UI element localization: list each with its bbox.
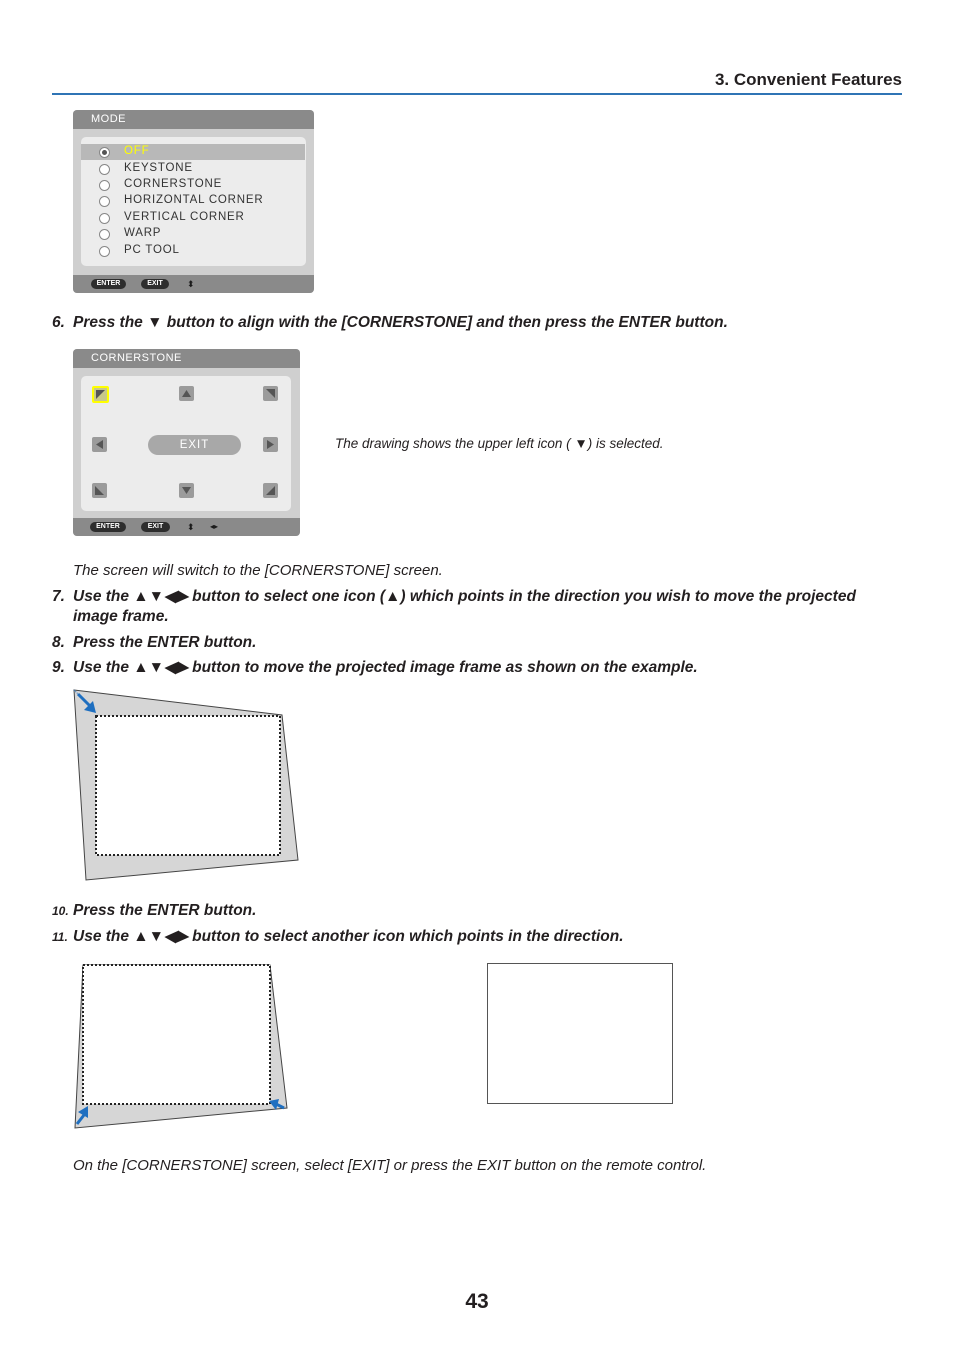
step-10: [52, 901, 932, 921]
note-switch-screen: The screen will switch to the [CORNERSTONE] screen.: [73, 562, 443, 579]
mode-option-label: VERTICAL CORNER: [124, 211, 245, 223]
step-7: [52, 587, 932, 627]
exit-key-hint: EXIT: [141, 279, 169, 289]
enter-key-hint: ENTER: [90, 522, 126, 532]
cornerstone-menu-footer: [73, 518, 300, 536]
bottom-edge-button[interactable]: [179, 483, 194, 498]
cornerstone-diagram-upper-left: [68, 686, 304, 886]
cornerstone-menu-panel: [81, 376, 291, 511]
step-text: Use the ▲▼◀▶ button to select another icon which points in the direction.: [73, 928, 624, 945]
radio-selected-icon: [99, 147, 110, 158]
step-number: 9.: [52, 659, 65, 676]
step-number: 11.: [52, 930, 68, 944]
section-rule: [52, 93, 902, 95]
result-frame: [487, 963, 673, 1104]
arrow-down-icon: [182, 486, 191, 495]
corner-upper-left-button[interactable]: [92, 386, 109, 403]
cornerstone-diagram-lower-corners: [70, 958, 292, 1134]
page-number: 43: [465, 1290, 489, 1313]
mode-option-off[interactable]: [81, 144, 305, 160]
step-number: 10.: [52, 904, 69, 918]
exit-key-hint: EXIT: [141, 522, 170, 532]
radio-icon: [99, 213, 110, 224]
arrow-up-left-icon: [266, 486, 275, 495]
step-text: Use the ▲▼◀▶ button to move the projected image frame as shown on the example.: [73, 659, 698, 676]
step-11: [52, 927, 932, 947]
mode-option-label: PC TOOL: [124, 244, 180, 256]
top-edge-button[interactable]: [179, 386, 194, 401]
corner-lower-left-button[interactable]: [92, 483, 107, 498]
mode-option-keystone[interactable]: [81, 161, 305, 177]
step-text-line-2: image frame.: [73, 608, 169, 625]
radio-icon: [99, 196, 110, 207]
step-8: [52, 633, 932, 653]
mode-option-vertical-corner[interactable]: [81, 210, 305, 226]
mode-option-warp[interactable]: [81, 226, 305, 242]
figure-caption: The drawing shows the upper left icon ( ▼) is selected.: [335, 436, 664, 451]
step-text: Press the ▼ button to align with the [CORNERSTONE] and then press the ENTER button.: [73, 314, 728, 331]
arrow-left-icon: [95, 440, 104, 449]
step-text: Press the ENTER button.: [73, 634, 257, 651]
step-text: Press the ENTER button.: [73, 902, 257, 919]
cornerstone-menu: [73, 349, 300, 536]
step-9: [52, 658, 932, 678]
mode-menu: [73, 110, 314, 293]
mode-option-label: KEYSTONE: [124, 162, 193, 174]
radio-icon: [99, 246, 110, 257]
target-frame: [83, 965, 270, 1104]
cornerstone-menu-title: CORNERSTONE: [73, 349, 300, 368]
section-title: 3. Convenient Features: [714, 70, 902, 89]
arrow-up-right-icon: [95, 486, 104, 495]
step-text-line-1: Use the ▲▼◀▶ button to select one icon (▲) which points in the direction you wish to move the projected: [73, 588, 856, 605]
corner-upper-right-button[interactable]: [263, 386, 278, 401]
mode-option-label: CORNERSTONE: [124, 178, 223, 190]
mode-option-cornerstone[interactable]: [81, 177, 305, 193]
mode-menu-footer: [73, 275, 314, 293]
radio-icon: [99, 229, 110, 240]
step-number: 6.: [52, 314, 65, 331]
arrow-down-right-icon: [96, 390, 105, 399]
radio-icon: [99, 180, 110, 191]
step-6: [52, 313, 932, 333]
arrow-down-left-icon: [266, 389, 275, 398]
enter-key-hint: ENTER: [91, 279, 126, 289]
mode-option-horizontal-corner[interactable]: [81, 193, 305, 209]
corner-lower-right-button[interactable]: [263, 483, 278, 498]
radio-icon: [99, 164, 110, 175]
arrow-right-icon: [266, 440, 275, 449]
up-down-icon: ⬍: [187, 522, 195, 532]
right-edge-button[interactable]: [263, 437, 278, 452]
left-edge-button[interactable]: [92, 437, 107, 452]
exit-button[interactable]: EXIT: [148, 435, 241, 455]
target-frame: [96, 716, 280, 855]
mode-option-label: OFF: [124, 145, 150, 157]
step-number: 8.: [52, 634, 65, 651]
up-down-icon: ⬍: [187, 279, 195, 289]
step-number: 7.: [52, 588, 65, 605]
mode-option-pc-tool[interactable]: [81, 243, 305, 259]
mode-menu-title: MODE: [73, 110, 314, 129]
mode-option-label: WARP: [124, 227, 162, 239]
left-right-icon: ◂▸: [210, 522, 219, 531]
note-exit: On the [CORNERSTONE] screen, select [EXIT] or press the EXIT button on the remote control.: [73, 1157, 707, 1174]
arrow-up-icon: [182, 389, 191, 398]
mode-option-label: HORIZONTAL CORNER: [124, 194, 264, 206]
